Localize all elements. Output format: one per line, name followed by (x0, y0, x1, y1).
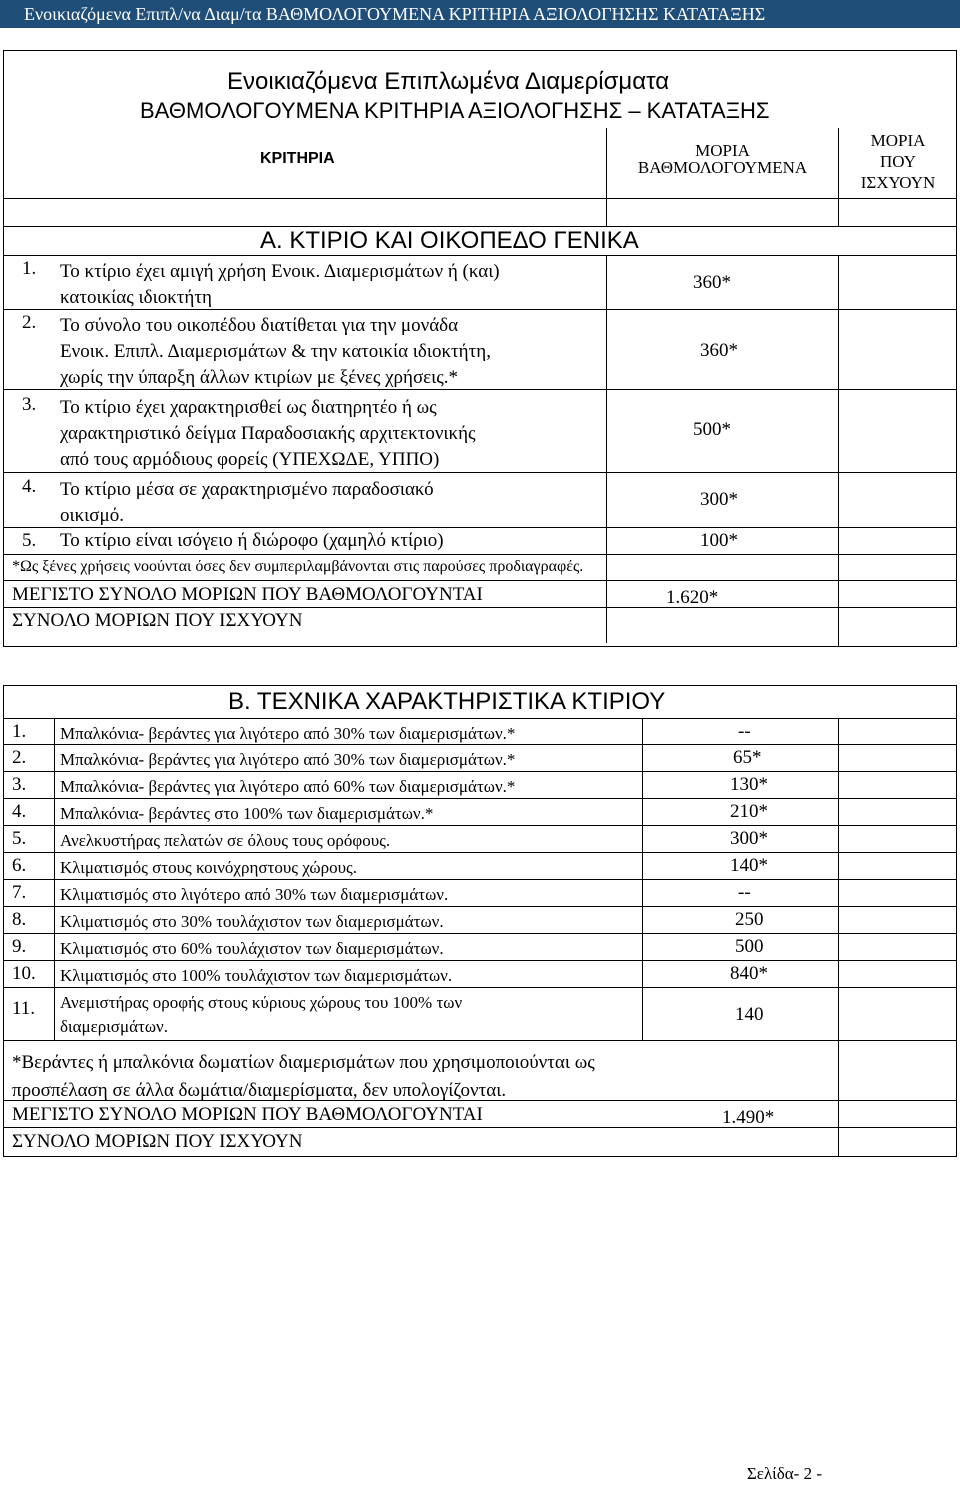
list-item: Μπαλκόνια- βεράντες στο 100% των διαμερισμάτων.* (60, 804, 434, 823)
divider (3, 1040, 957, 1041)
points-value: 300* (730, 828, 768, 849)
valid-total-label: ΣΥΝΟΛΟ ΜΟΡΙΩΝ ΠΟΥ ΙΣΧΥΟΥΝ (12, 610, 303, 631)
max-total-label: ΜΕΓΙΣΤΟ ΣΥΝΟΛΟ ΜΟΡΙΩΝ ΠΟΥ ΒΑΘΜΟΛΟΓΟΥΝΤΑΙ (12, 1104, 483, 1125)
divider (838, 255, 839, 647)
list-item: Το κτίριο έχει χαρακτηρισθεί ως διατηρητέο ή ως χαρακτηριστικό δείγμα Παραδοσιακής αρχιτεκτονικής από τους αρμόδιους φορείς (ΥΠΕΧΩΔΕ, ΥΠΠΟ) (60, 397, 476, 470)
valid-total-label: ΣΥΝΟΛΟ ΜΟΡΙΩΝ ΠΟΥ ΙΣΧΥΟΥΝ (12, 1131, 303, 1152)
list-item-number: 6. (12, 855, 27, 876)
list-item-number: 11. (12, 998, 36, 1019)
divider (3, 580, 957, 581)
points-value: -- (738, 721, 751, 742)
scored-points-header: ΜΟΡΙΑ ΒΑΘΜΟΛΟΓΟΥΜΕΝΑ (637, 141, 808, 177)
divider (3, 198, 957, 199)
list-item: Κλιματισμός στο 30% τουλάχιστον των διαμερισμάτων. (60, 912, 444, 931)
list-item: Μπαλκόνια- βεράντες για λιγότερο από 60% των διαμερισμάτων.* (60, 777, 516, 796)
points-value: 130* (730, 774, 768, 795)
max-total-label: ΜΕΓΙΣΤΟ ΣΥΝΟΛΟ ΜΟΡΙΩΝ ΠΟΥ ΒΑΘΜΟΛΟΓΟΥΝΤΑΙ (12, 584, 483, 605)
list-item-number: 1. (12, 721, 27, 742)
points-value: 500 (735, 936, 764, 957)
list-item: Μπαλκόνια- βεράντες για λιγότερο από 30% των διαμερισμάτων.* (60, 724, 516, 743)
divider (606, 255, 607, 643)
criteria-column-header: ΚΡΙΤΗΡΙΑ (260, 150, 335, 167)
list-item-number: 3. (12, 774, 27, 795)
divider (3, 607, 957, 608)
valid-points-header: ΜΟΡΙΑ ΠΟΥ ΙΣΧΥΟΥΝ (860, 131, 936, 192)
list-item: Το κτίριο έχει αμιγή χρήση Ενοικ. Διαμερισμάτων ή (και) κατοικίας ιδιοκτήτη (60, 261, 500, 308)
points-value: 100* (700, 530, 738, 551)
points-value: 300* (700, 489, 738, 510)
list-item: Κλιματισμός στους κοινόχρηστους χώρους. (60, 858, 357, 877)
list-item: Κλιματισμός στο λιγότερο από 30% των διαμερισμάτων. (60, 885, 449, 904)
divider (54, 718, 55, 1040)
list-item: Το κτίριο μέσα σε χαρακτηρισμένο παραδοσιακό οικισμό. (60, 479, 434, 526)
divider (3, 255, 957, 256)
points-value: 360* (700, 340, 738, 361)
points-value: -- (738, 882, 751, 903)
points-value: 210* (730, 801, 768, 822)
page-number: Σελίδα- 2 - (746, 1464, 822, 1483)
divider (838, 718, 839, 1157)
list-item-number: 2. (22, 312, 37, 333)
max-total-value: 1.620* (666, 587, 719, 608)
divider (3, 1127, 957, 1128)
page-header-bar: Ενοικιαζόμενα Επιπλ/να Διαμ/τα ΒΑΘΜΟΛΟΓΟΥΜΕΝΑ ΚΡΙΤΗΡΙΑ ΑΞΙΟΛΟΓΗΣΗΣ ΚΑΤΑΤΑΞΗΣ (0, 0, 960, 28)
list-item-number: 5. (22, 530, 37, 551)
list-item-number: 1. (22, 258, 37, 279)
footnote: *Βεράντες ή μπαλκόνια δωματίων διαμερισμάτων που χρησιμοποιούνται ως προσπέλαση σε άλλα δωμάτια/διαμερίσματα, δεν υπολογίζονται. (12, 1052, 595, 1101)
points-value: 360* (693, 272, 731, 293)
list-item: Μπαλκόνια- βεράντες για λιγότερο από 30% των διαμερισμάτων.* (60, 750, 516, 769)
list-item-number: 7. (12, 882, 27, 903)
list-item: Το σύνολο του οικοπέδου διατίθεται για την μονάδα Ενοικ. Επιπλ. Διαμερισμάτων & την κατοικία ιδιοκτήτη, χωρίς την ύπαρξη άλλων κτιρίων με ξένες χρήσεις.* (60, 315, 491, 388)
max-total-value: 1.490* (722, 1107, 775, 1128)
divider (642, 718, 643, 1040)
points-value: 65* (733, 747, 762, 768)
document-title: Ενοικιαζόμενα Επιπλωμένα Διαμερίσματα (227, 68, 670, 95)
list-item-number: 3. (22, 394, 37, 415)
divider (3, 718, 957, 719)
list-item-number: 2. (12, 747, 27, 768)
list-item-number: 5. (12, 828, 27, 849)
list-item: Κλιματισμός στο 60% τουλάχιστον των διαμερισμάτων. (60, 939, 444, 958)
points-value: 500* (693, 419, 731, 440)
points-value: 140 (735, 1004, 764, 1025)
section-a-title: Α. ΚΤΙΡΙΟ ΚΑΙ ΟΙΚΟΠΕΔΟ ΓΕΝΙΚΑ (260, 227, 639, 254)
points-value: 250 (735, 909, 764, 930)
list-item: Κλιματισμός στο 100% τουλάχιστον των διαμερισμάτων. (60, 966, 453, 985)
footnote: *Ως ξένες χρήσεις νοούνται όσες δεν συμπεριλαμβάνονται στις παρούσες προδιαγραφές. (12, 558, 584, 575)
list-item-number: 8. (12, 909, 27, 930)
list-item-number: 9. (12, 936, 27, 957)
section-b-title: Β. ΤΕΧΝΙΚΑ ΧΑΡΑΚΤΗΡΙΣΤΙΚΑ ΚΤΙΡΙΟΥ (228, 688, 666, 715)
list-item-number: 4. (22, 476, 37, 497)
list-item: Το κτίριο είναι ισόγειο ή διώροφο (χαμηλό κτίριο) (60, 530, 444, 551)
document-subtitle: ΒΑΘΜΟΛΟΓΟΥΜΕΝΑ ΚΡΙΤΗΡΙΑ ΑΞΙΟΛΟΓΗΣΗΣ – ΚΑΤΑΤΑΞΗΣ (140, 98, 770, 123)
divider (3, 554, 957, 555)
list-item: Ανεμιστήρας οροφής στους κύριους χώρους του 100% των διαμερισμάτων. (60, 993, 463, 1036)
points-value: 840* (730, 963, 768, 984)
list-item-number: 4. (12, 801, 27, 822)
list-item-number: 10. (12, 963, 36, 984)
list-item: Ανελκυστήρας πελατών σε όλους τους ορόφους. (60, 831, 391, 850)
points-value: 140* (730, 855, 768, 876)
